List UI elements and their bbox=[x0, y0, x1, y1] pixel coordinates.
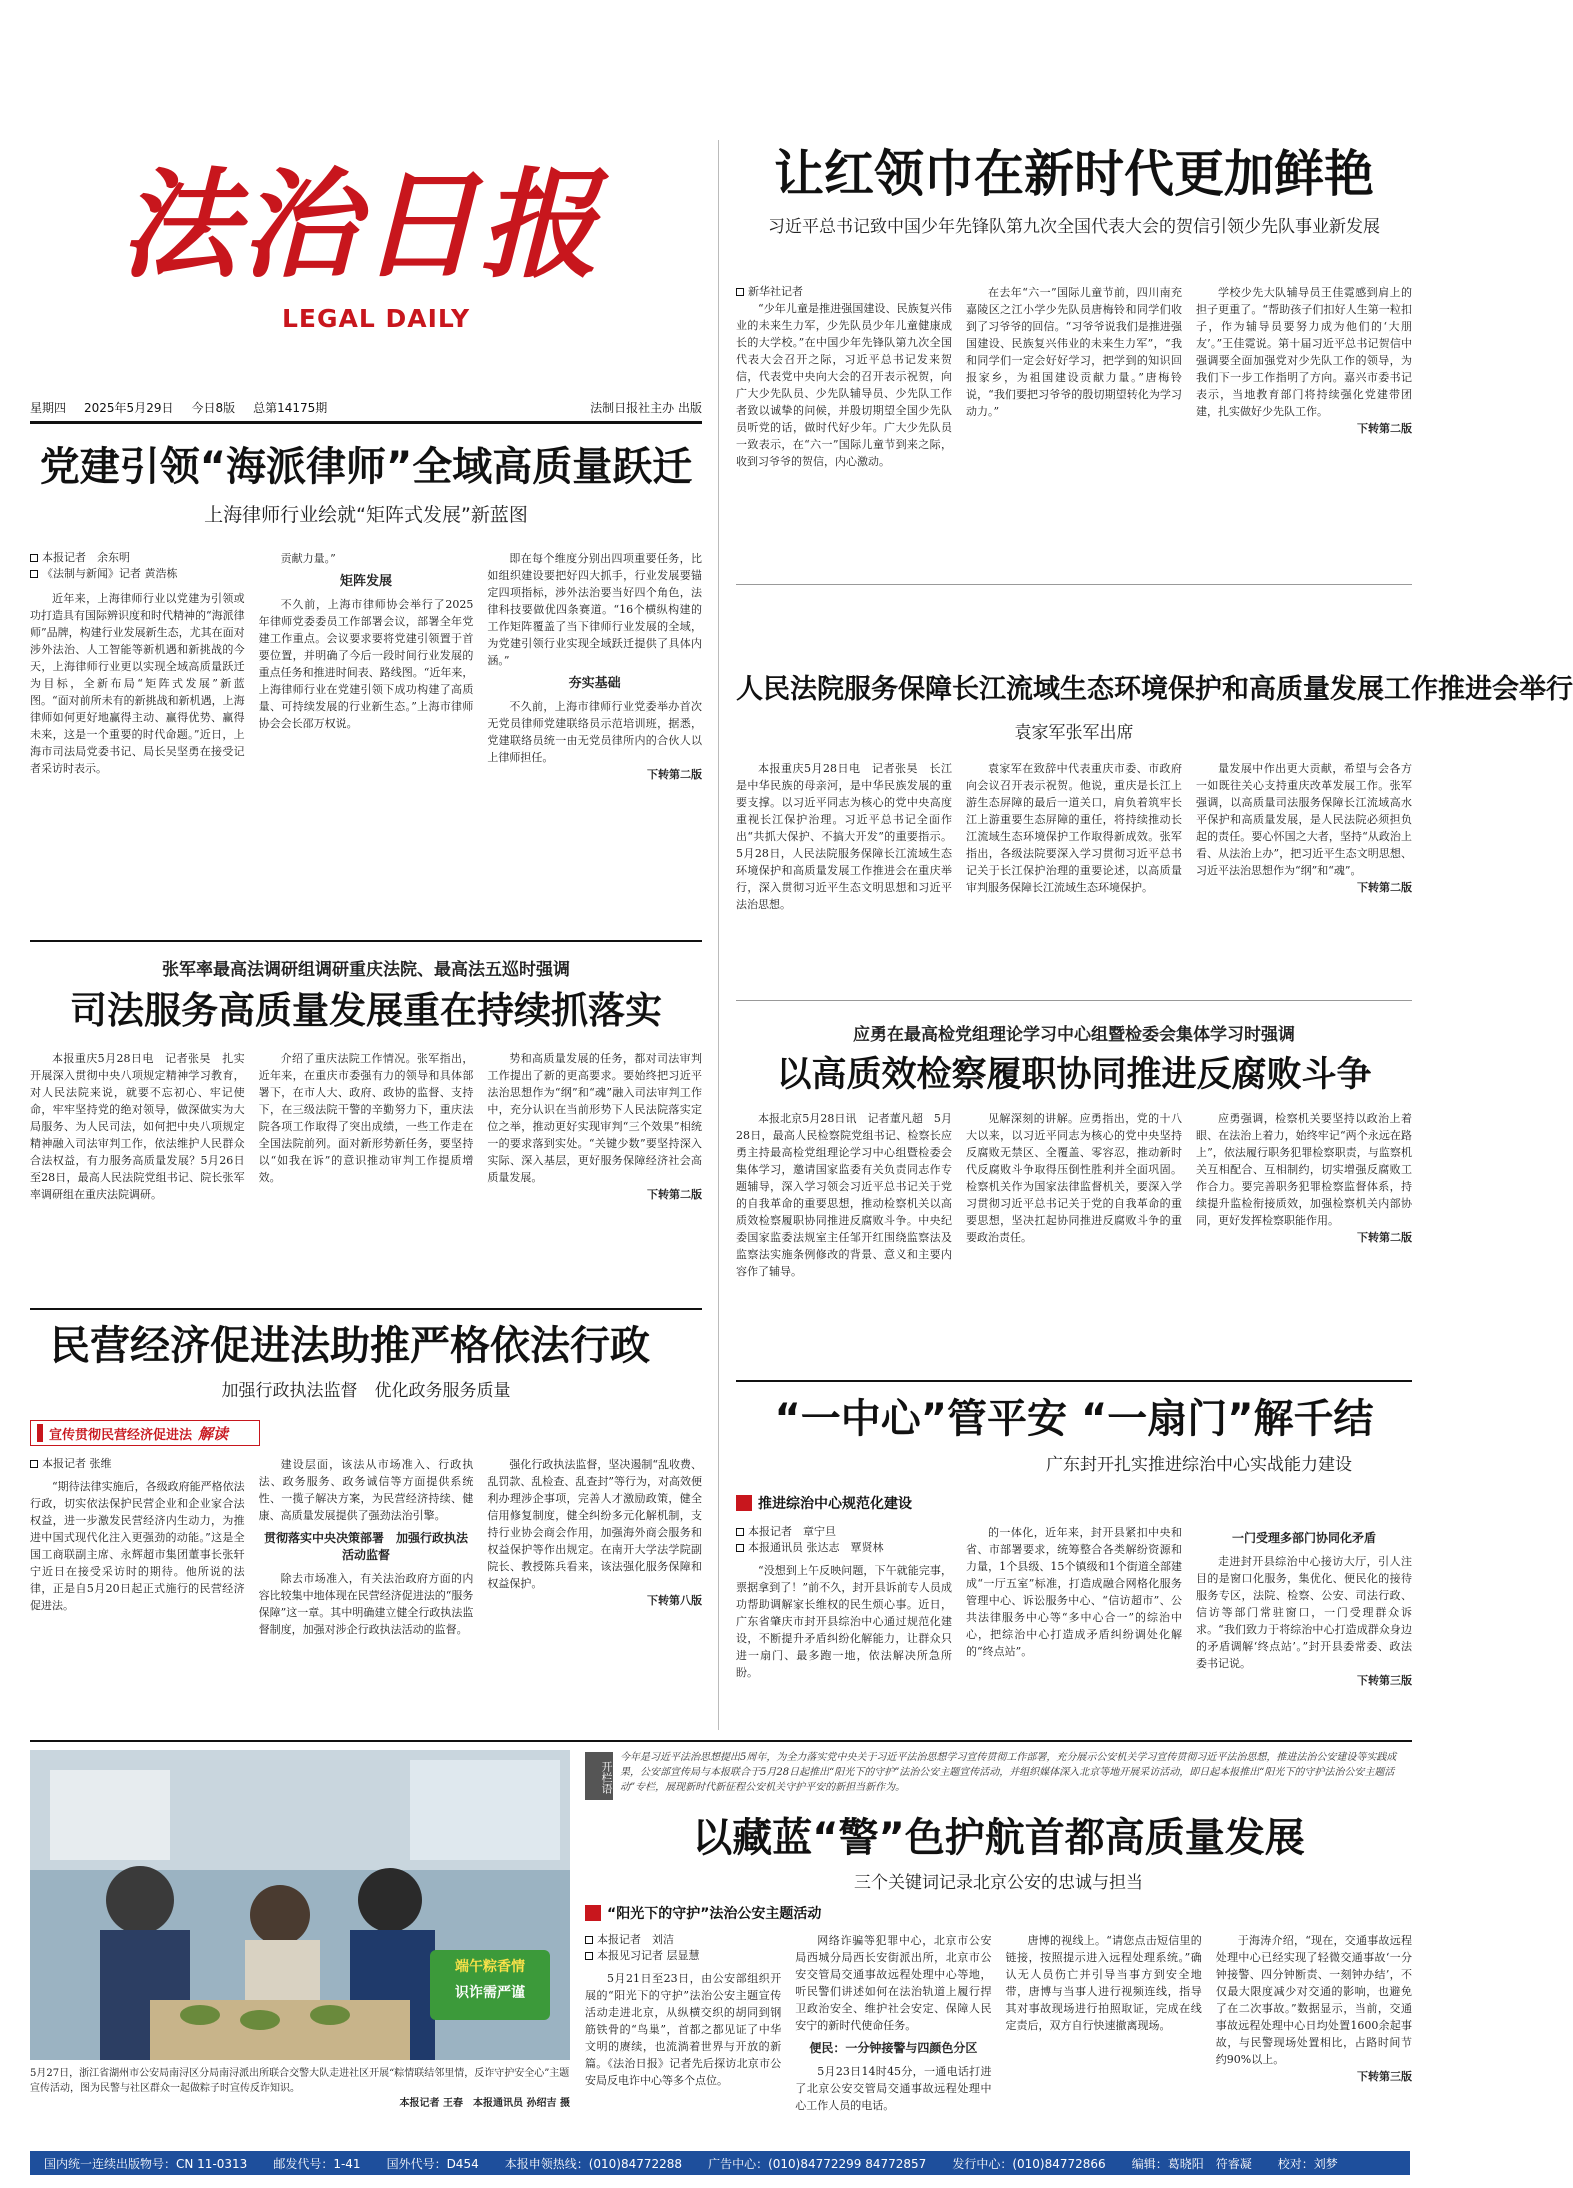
divider bbox=[736, 1380, 1412, 1382]
divider bbox=[30, 1308, 702, 1310]
story1-col1 bbox=[736, 284, 952, 574]
byline: 本报记者 刘洁 bbox=[585, 1932, 781, 1948]
story7-col2 bbox=[966, 1524, 1182, 1730]
caption-text: 5月27日，浙江省湖州市公安局南浔区分局南浔派出所联合交警大队走进社区开展“粽情联结邻里情，反诈守护安全心”主题宣传活动，图为民警与社区群众一起做粽子时宣传反诈知识。 bbox=[30, 2068, 570, 2094]
headline[interactable]: 人民法院服务保障长江流域生态环境保护和高质量发展工作推进会举行 bbox=[736, 674, 1573, 705]
weekday: 星期四 bbox=[30, 401, 67, 415]
story1-col3 bbox=[1196, 284, 1412, 574]
banner-tag: 解读 bbox=[198, 1424, 229, 1443]
column-divider bbox=[718, 140, 719, 1730]
story-private-economy bbox=[30, 1318, 702, 1401]
issue-date: 2025年5月29日 bbox=[84, 401, 174, 415]
continued-label[interactable]: 下转第二版 bbox=[1357, 1231, 1412, 1244]
paragraph: 5月23日14时45分，一通电话打进了北京公安交管局交通事故远程处理中心工作人员的电话。 bbox=[795, 2065, 992, 2112]
story7-col1 bbox=[736, 1524, 952, 1730]
footer-post-code: 邮发代号：1-41 bbox=[273, 2156, 361, 2171]
headline[interactable]: 让红领巾在新时代更加鲜艳 bbox=[774, 145, 1374, 203]
headline[interactable]: 以高质效检察履职协同推进反腐败斗争 bbox=[776, 1055, 1372, 1095]
story2-col3 bbox=[487, 550, 702, 930]
continued-label[interactable]: 下转第二版 bbox=[1357, 881, 1412, 894]
story-haipai-lawyers bbox=[30, 440, 702, 527]
sign-line1: 端午粽香情 bbox=[455, 1959, 525, 1975]
paragraph: 近年来，上海律师行业以党建为引领或功打造具有国际辨识度和时代精神的“海派律师”品牌，构建行业发展新生态，尤其在面对涉外法治、人工智能等新机遇和新挑战的今天，上海律师行业更以实现全域高质量跃迁为目标，全新布局“矩阵式发展”新蓝图。“面对前所未有的新挑战和新机遇，上海律师如何更好地赢得主动、赢得优势、赢得未来，这是一个重要的时代命题。”近日，上海市司法局党委书记、局长吴坚勇在接受记者采访时表示。 bbox=[30, 592, 245, 775]
banner-marker-icon bbox=[736, 1495, 752, 1511]
story2-body bbox=[30, 550, 702, 930]
story-yangtze-courts bbox=[736, 670, 1573, 743]
subheadline: 上海律师行业绘就“矩阵式发展”新蓝图 bbox=[204, 504, 528, 526]
story-beijing-police bbox=[585, 1810, 1412, 1893]
story7-col3 bbox=[1196, 1524, 1412, 1730]
square-icon bbox=[30, 554, 38, 562]
byline: 本报通讯员 张达志 覃贤林 bbox=[736, 1540, 952, 1556]
continued-label[interactable]: 下转第三版 bbox=[1357, 1674, 1412, 1687]
divider bbox=[30, 940, 702, 942]
story3-body bbox=[736, 760, 1412, 990]
square-icon bbox=[585, 1936, 593, 1944]
paragraph: 本报重庆5月28日电 记者张昊 长江是中华民族的母亲河，是中华民族发展的重要支撑。以习近平同志为核心的党中央高度重视长江保护治理。习近平总书记全面作出“共抓大保护、不搞大开发”的重要指示。5月28日，人民法院服务保障长江流域生态环境保护和高质量发展工作推进会在重庆举行，深入贯彻习近平生态文明思想和习近平法治思想。 bbox=[736, 762, 952, 911]
banner-marker-icon bbox=[585, 1905, 601, 1921]
continued-label[interactable]: 下转第二版 bbox=[647, 1188, 703, 1201]
paragraph: 见解深刻的讲解。应勇指出，党的十八大以来，以习近平同志为核心的党中央坚持反腐败无禁区、全覆盖、零容忍，推动新时代反腐败斗争取得压倒性胜利并全面巩固。检察机关作为国家法律监督机关，要深入学习贯彻习近平总书记关于党的自我革命的重要思想，坚决扛起协同推进反腐败斗争的重要政治责任。 bbox=[966, 1112, 1182, 1244]
paragraph: 5月21日至23日，由公安部组织开展的“阳光下的守护”法治公安主题宣传活动走进北京，从纵横交织的胡同到钢筋铁骨的“鸟巢”，首都之都见证了中华文明的赓续，也流淌着世界与开放的新篇。《法治日报》记者先后探访北京市公安局反电诈中心等多个点位。 bbox=[585, 1972, 782, 2087]
paragraph: 网络诈骗等犯罪中心，北京市公安局西城分局西长安街派出所，北京市公安交管局交通事故远程处理中心等地，听民警们讲述如何在法治轨道上履行捍卫政治安全、维护社会安定、保障人民安宁的新时代使命任务。 bbox=[795, 1934, 992, 2032]
issue-number: 总第14175期 bbox=[253, 401, 328, 415]
publisher: 法制日报社主办 出版 bbox=[590, 401, 702, 415]
column-banner bbox=[30, 1420, 260, 1446]
footer-foreign-code: 国外代号：D454 bbox=[386, 2156, 479, 2171]
byline: 《法制与新闻》记者 黄浩栋 bbox=[30, 566, 245, 582]
subheadline: 加强行政执法监督 优化政务服务质量 bbox=[221, 1381, 511, 1401]
paragraph: 本报北京5月28日讯 记者董凡超 5月28日，最高人民检察院党组书记、检察长应勇主持最高检党组理论学习中心组暨检委会集体学习，邀请国家监委有关负责同志作专题辅导，深入学习领会习近平总书记关于党的自我革命的重要思想，推动检察机关以高质效检察履职协同推进反腐败斗争。中央纪委国家监委法规室主任邹开红围绕监察法及监察法实施条例修改的背景、意义和主要内容作了辅导。 bbox=[736, 1112, 952, 1278]
paragraph: 量发展中作出更大贡献，希望与会各方一如既往关心支持重庆改革发展工作。张军强调，以高质量司法服务保障长江流域高水平保护和高质量发展，是人民法院必须担负起的责任。要心怀国之大者，坚持“从政治上看、从法治上办”，把习近平生态文明思想、习近平法治思想作为“纲”和“魂”。 bbox=[1196, 762, 1412, 877]
story4-col2 bbox=[259, 1050, 474, 1300]
paragraph: 强化行政执法监督，坚决遏制“乱收费、乱罚款、乱检查、乱查封”等行为，对高效便利办理涉企事项，完善人才激励政策，健全信用修复制度，健全纠纷多元化解机制，支持行业协会商会作用，加强海外商会服务和权益保护等作出规定。在南开大学法学院副院长、教授陈兵看来，该法强化服务保障和权益保护。 bbox=[487, 1458, 703, 1590]
footer-bar bbox=[30, 2151, 1410, 2175]
square-icon bbox=[736, 1544, 744, 1552]
square-icon bbox=[585, 1952, 593, 1960]
continued-label[interactable]: 下转第八版 bbox=[647, 1594, 703, 1607]
paragraph: 的一体化，近年来，封开县紧扣中央和省、市部署要求，统筹整合各类解纷资源和力量，1个县级、15个镇级和1个街道全部建成“一厅五室”标准，打造成融合网格化服务管理中心、诉讼服务中心、“信访超市”、公共法律服务中心等“多中心合一”的综治中心，把综治中心打造成矛盾纠纷调处化解的“终点站”。 bbox=[966, 1526, 1182, 1658]
byline: 新华社记者 bbox=[736, 284, 952, 300]
byline: 本报见习记者 层显慧 bbox=[585, 1948, 781, 1964]
banner-label: 宣传贯彻民营经济促进法 bbox=[49, 1427, 193, 1443]
story-fengkai bbox=[736, 1390, 1412, 1475]
story7-body bbox=[736, 1524, 1412, 1730]
headline[interactable]: “一中心”管平安 “一扇门”解千结 bbox=[774, 1396, 1374, 1442]
subheadline: 习近平总书记致中国少年先锋队第九次全国代表大会的贺信引领少先队事业新发展 bbox=[768, 217, 1380, 237]
paragraph: 唐博的视线上。“请您点击短信里的链接，按照提示进入远程处理系统。”确认无人员伤亡并引导当事方到安全地带，唐博与当事人进行视频连线，指导其对事故现场进行拍照取证，完成在线定责后，双方自行快速撤离现场。 bbox=[1005, 1934, 1202, 2032]
masthead bbox=[120, 150, 601, 390]
masthead-english: LEGAL DAILY bbox=[282, 304, 471, 333]
headline[interactable]: 民营经济促进法助推严格依法行政 bbox=[50, 1323, 650, 1369]
paragraph: 不久前，上海市律师行业党委举办首次无党员律师党建联络员示范培训班，据悉，党建联络员统一由无党员律所内的合伙人以上律师担任。 bbox=[487, 700, 703, 764]
column-banner bbox=[736, 1490, 966, 1516]
paragraph: “少年儿童是推进强国建设、民族复兴伟业的未来生力军，少先队员少年儿童健康成长的大学校。”在中国少年先锋队第九次全国代表大会召开之际，习近平总书记发来贺信，代表党中央向大会的召开表示祝贺，向广大少先队员、少先队辅导员、少先队工作者致以诚挚的问候，并殷切期望全国少先队员听党的话，做时代好少年。广大少先队员一致表示，在“六一”国际儿童节到来之际，收到习爷爷的贺信，内心激动。 bbox=[736, 302, 952, 468]
issue-bar bbox=[30, 400, 702, 424]
masthead-logo: 法治日报 bbox=[120, 155, 601, 294]
section-heading: 一门受理多部门协同化矛盾 bbox=[1231, 1531, 1376, 1545]
paragraph: 建设层面，该法从市场准入、行政执法、政务服务、政务诚信等方面提供系统性、一揽子解决方案，为民营经济持续、健康、高质量发展提供了强劲法治引擎。 bbox=[258, 1458, 474, 1522]
kicker: 应勇在最高检党组理论学习中心组暨检委会集体学习时强调 bbox=[853, 1025, 1295, 1045]
byline: 本报记者 章宁旦 bbox=[736, 1524, 952, 1540]
story1-col2 bbox=[966, 284, 1182, 574]
paragraph: 走进封开县综治中心接访大厅，引人注目的是窗口化服务，集优化、便民化的接待服务专区，法院、检察、公安、司法行政、信访等部门常驻窗口，一门受理群众诉求。“我们致力于将综治中心打造成群众身边的矛盾调解‘终点站’。”封开县委常委、政法委书记说。 bbox=[1196, 1555, 1412, 1670]
story8-col4 bbox=[1216, 1932, 1412, 2144]
story8-body bbox=[585, 1932, 1412, 2144]
paragraph: 即在每个维度分别出四项重要任务，比如组织建设要把好四大抓手，行业发展要锚定四项指标，涉外法治要当好四个角色，法律科技要做优四条赛道。“16个横纵构建的工作矩阵覆盖了当下律师行业发展的全域，为党建引领行业实现全域跃迁提供了具体内涵。” bbox=[487, 552, 703, 667]
footer-editors: 编辑：葛晓阳 符睿凝 bbox=[1131, 2156, 1252, 2171]
story2-col1 bbox=[30, 550, 245, 930]
story4-col1 bbox=[30, 1050, 245, 1300]
footer-proofreader: 校对：刘梦 bbox=[1277, 2156, 1338, 2171]
paragraph: 势和高质量发展的任务，都对司法审判工作提出了新的更高要求。要始终把习近平法治思想作为“纲”和“魂”融入司法审判工作中，充分认识在当前形势下人民法院落实定位之举，推动更好实现审判“三个效果”相统一的要求落到实处。“关键少数”要坚持深入实际、深入基层，更好服务保障经济社会高质量发展。 bbox=[487, 1052, 703, 1184]
story2-col2 bbox=[259, 550, 474, 930]
paragraph: 不久前，上海市律师协会举行了2025年律师党委委员工作部署会议，部署全年党建工作重点。会议要求要将党建引领置于首要位置，并明确了今后一段时间行业发展的重点任务和推进时间表、路线图。“近年来，上海律师行业在党建引领下成功构建了高质量、可持续发展的行业新生态。”上海市律师协会会长邵万权说。 bbox=[258, 598, 474, 730]
story-judicial-services bbox=[30, 955, 702, 1038]
headline[interactable]: 司法服务高质量发展重在持续抓落实 bbox=[70, 989, 662, 1032]
story8-col2 bbox=[795, 1932, 991, 2144]
square-icon bbox=[30, 1460, 38, 1468]
paragraph: 应勇强调，检察机关要坚持以政治上着眼、在法治上着力，始终牢记“两个永远在路上”，依法履行职务犯罪检察职责，与监察机关互相配合、互相制约，切实增强反腐败工作合力。要完善职务犯罪检察监督体系，持续提升监检衔接质效，加强检察机关内部协同，更好发挥检察职能作用。 bbox=[1196, 1112, 1412, 1227]
kicker: 张军率最高法调研组调研重庆法院、最高法五巡时强调 bbox=[162, 960, 570, 980]
news-photo[interactable] bbox=[30, 1750, 570, 2060]
story4-body bbox=[30, 1050, 702, 1300]
story6-col2 bbox=[259, 1456, 474, 1736]
byline: 本报记者 余东明 bbox=[30, 550, 245, 566]
story5-col1 bbox=[736, 1110, 952, 1370]
photo-caption bbox=[30, 2066, 570, 2111]
section-heading: 夯实基础 bbox=[568, 676, 621, 691]
paragraph: 袁家军在致辞中代表重庆市委、市政府向会议召开表示祝贺。他说，重庆是长江上游生态屏障的最后一道关口，肩负着筑牢长江上游重要生态屏障的重任，将持续推动长江流域生态环境保护工作取得新成效。张军指出，各级法院要深入学习贯彻习近平总书记关于长江保护治理的重要论述，以高质量审判服务保障长江流域生态环境保护。 bbox=[966, 762, 1182, 894]
subheadline: 三个关键词记录北京公安的忠诚与担当 bbox=[854, 1873, 1143, 1893]
banner-marker-icon bbox=[37, 1424, 43, 1442]
story5-col2 bbox=[966, 1110, 1182, 1370]
story3-col3 bbox=[1196, 760, 1412, 990]
story-red-scarf bbox=[736, 140, 1412, 237]
headline[interactable]: 以藏蓝“警”色护航首都高质量发展 bbox=[692, 1815, 1305, 1861]
continued-label[interactable]: 下转第二版 bbox=[1357, 422, 1412, 435]
story6-col1 bbox=[30, 1456, 245, 1736]
section-heading: 矩阵发展 bbox=[340, 574, 393, 589]
column-intro-label: 开栏语 bbox=[585, 1752, 613, 1800]
story3-col2 bbox=[966, 760, 1182, 990]
square-icon bbox=[30, 570, 38, 578]
subheadline: 广东封开扎实推进综治中心实战能力建设 bbox=[1046, 1455, 1352, 1475]
story5-col3 bbox=[1196, 1110, 1412, 1370]
paragraph: 在去年“六一”国际儿童节前，四川南充嘉陵区之江小学少先队员唐梅铃和同学们收到了习爷爷的回信。“习爷爷说我们是推进强国建设、民族复兴伟业的未来生力军”，“我和同学们一定会好好学习，把学到的知识回报家乡，为祖国建设贡献力量。”唐梅铃说，“我们要把习爷爷的殷切期望转化为学习动力。” bbox=[966, 286, 1182, 418]
square-icon bbox=[736, 1528, 744, 1536]
column-intro: 今年是习近平法治思想提出5周年，为全力落实党中央关于习近平法治思想学习宣传贯彻工作部署，充分展示公安机关学习宣传贯彻习近平法治思想，推进法治公安建设等实践成果，公安部宣传局与本报联合于5月28日起推出“阳光下的守护”法治公安主题宣传活动，并组织媒体深入北京等地开展采访活动，即日起本报推出“阳光下的守护法治公安主题活动”专栏，展现新时代新征程公安机关守护平安的新担当新作为。 bbox=[620, 1752, 1397, 1793]
subheadline: 袁家军张军出席 bbox=[1014, 723, 1134, 743]
divider bbox=[736, 1000, 1412, 1001]
story5-body bbox=[736, 1110, 1412, 1370]
page-count: 今日8版 bbox=[191, 401, 236, 415]
headline[interactable]: 党建引领“海派律师”全域高质量跃迁 bbox=[39, 444, 693, 490]
paragraph: 本报重庆5月28日电 记者张昊 扎实开展深入贯彻中央八项规定精神学习教育，对人民法院来说，就要不忘初心、牢记使命，牢牢坚持党的绝对领导，做深做实为大局服务、为人民司法，如何把中央八项规定精神融入司法审判工作，依法维护人民群众合法权益，有力服务高质量发展？5月26日至28日，最高人民法院党组书记、院长张军率调研组在重庆法院调研。 bbox=[30, 1052, 245, 1201]
story4-col3 bbox=[487, 1050, 702, 1300]
paragraph: 于海涛介绍，“现在，交通事故远程处理中心已经实现了轻微交通事故‘一分钟接警、四分钟断责、一刻钟办结’，不仅最大限度减少对交通的影响，也避免了在二次事故。”数据显示，当前，交通事故远程处理中心日均处置1600余起事故，与民警现场处置相比，占路时间节约90%以上。 bbox=[1215, 1934, 1412, 2066]
paragraph: “期待法律实施后，各级政府能严格依法行政，切实依法保护民营企业和企业家合法权益，进一步激发民营经济内生动力，为推进中国式现代化注入更强劲的动能。”这是全国工商联副主席、永辉超市集团董事长张轩宁近日在接受采访时的期待。他所说的法律，正是自5月20日起正式施行的民营经济促进法。 bbox=[30, 1480, 245, 1612]
section-heading: 便民：一分钟接警与四颜色分区 bbox=[809, 2041, 978, 2055]
story6-body bbox=[30, 1456, 702, 1736]
paragraph: 介绍了重庆法院工作情况。张军指出，近年来，在重庆市委强有力的领导和具体部署下，在市人大、政府、政协的监督、支持下，在三级法院干警的辛勤努力下，重庆法院各项工作取得了突出成绩，一些工作走在全国法院前列。面对新形势新任务，要坚持以“如我在诉”的意识推动审判工作提质增效。 bbox=[258, 1052, 474, 1184]
event-banner-sign bbox=[430, 1950, 550, 2020]
story8-col1 bbox=[585, 1932, 781, 2144]
continued-label[interactable]: 下转第二版 bbox=[647, 768, 703, 781]
section-heading: 贯彻落实中央决策部署 加强行政执法活动监督 bbox=[264, 1531, 469, 1562]
footer-ads: 广告中心：(010)84772299 84772857 bbox=[708, 2156, 927, 2171]
footer-distribution: 发行中心：(010)84772866 bbox=[952, 2156, 1106, 2171]
story-anti-corruption bbox=[736, 1020, 1412, 1101]
footer-hotline: 本报申领热线：(010)84772288 bbox=[504, 2156, 683, 2171]
story6-col3 bbox=[487, 1456, 702, 1736]
story3-col1 bbox=[736, 760, 952, 990]
paragraph: “没想到上午反映问题，下午就能完事，票据拿到了！”前不久，封开县诉前专人员成功帮助调解家长维权的民生烦心事。近日，广东省肇庆市封开县综治中心通过规范化建设，不断提升矛盾纠纷化解能力，让群众只进一扇门、最多跑一地，依法解决所急所盼。 bbox=[736, 1564, 952, 1679]
story8-col3 bbox=[1006, 1932, 1202, 2144]
banner-label: 推进综治中心规范化建设 bbox=[758, 1496, 912, 1512]
byline: 本报记者 张维 bbox=[30, 1456, 245, 1472]
story1-body bbox=[736, 284, 1412, 574]
paragraph: 贡献力量。” bbox=[280, 552, 336, 565]
divider bbox=[736, 584, 1412, 585]
continued-label[interactable]: 下转第三版 bbox=[1357, 2070, 1412, 2083]
sign-line2: 识诈需严谨 bbox=[455, 1985, 525, 2001]
divider bbox=[30, 1740, 1412, 1742]
photo-credit: 本报记者 王春 本报通讯员 孙绍吉 摄 bbox=[399, 2098, 570, 2109]
square-icon bbox=[736, 288, 744, 296]
paragraph: 除去市场准入，有关法治政府方面的内容比较集中地体现在民营经济促进法的“服务保障”这一章。其中明确建立健全行政执法监督制度，加强对涉企行政执法活动的监督。 bbox=[258, 1572, 474, 1636]
column-banner bbox=[585, 1900, 885, 1926]
banner-label: “阳光下的守护”法治公安主题活动 bbox=[607, 1906, 822, 1922]
paragraph: 学校少先大队辅导员王佳霓感到肩上的担子更重了。“帮助孩子们扣好人生第一粒扣子，作为辅导员要努力成为他们的‘大朋友’。”王佳霓说。第十届习近平总书记贺信中强调要全面加强党对少先队工作的领导，为我们下一步工作指明了方向。嘉兴市委书记表示，当地教育部门将持续强化党建带团建，扎实做好少先队工作。 bbox=[1196, 286, 1412, 418]
footer-cn-number: 国内统一连续出版物号：CN 11-0313 bbox=[44, 2156, 248, 2171]
